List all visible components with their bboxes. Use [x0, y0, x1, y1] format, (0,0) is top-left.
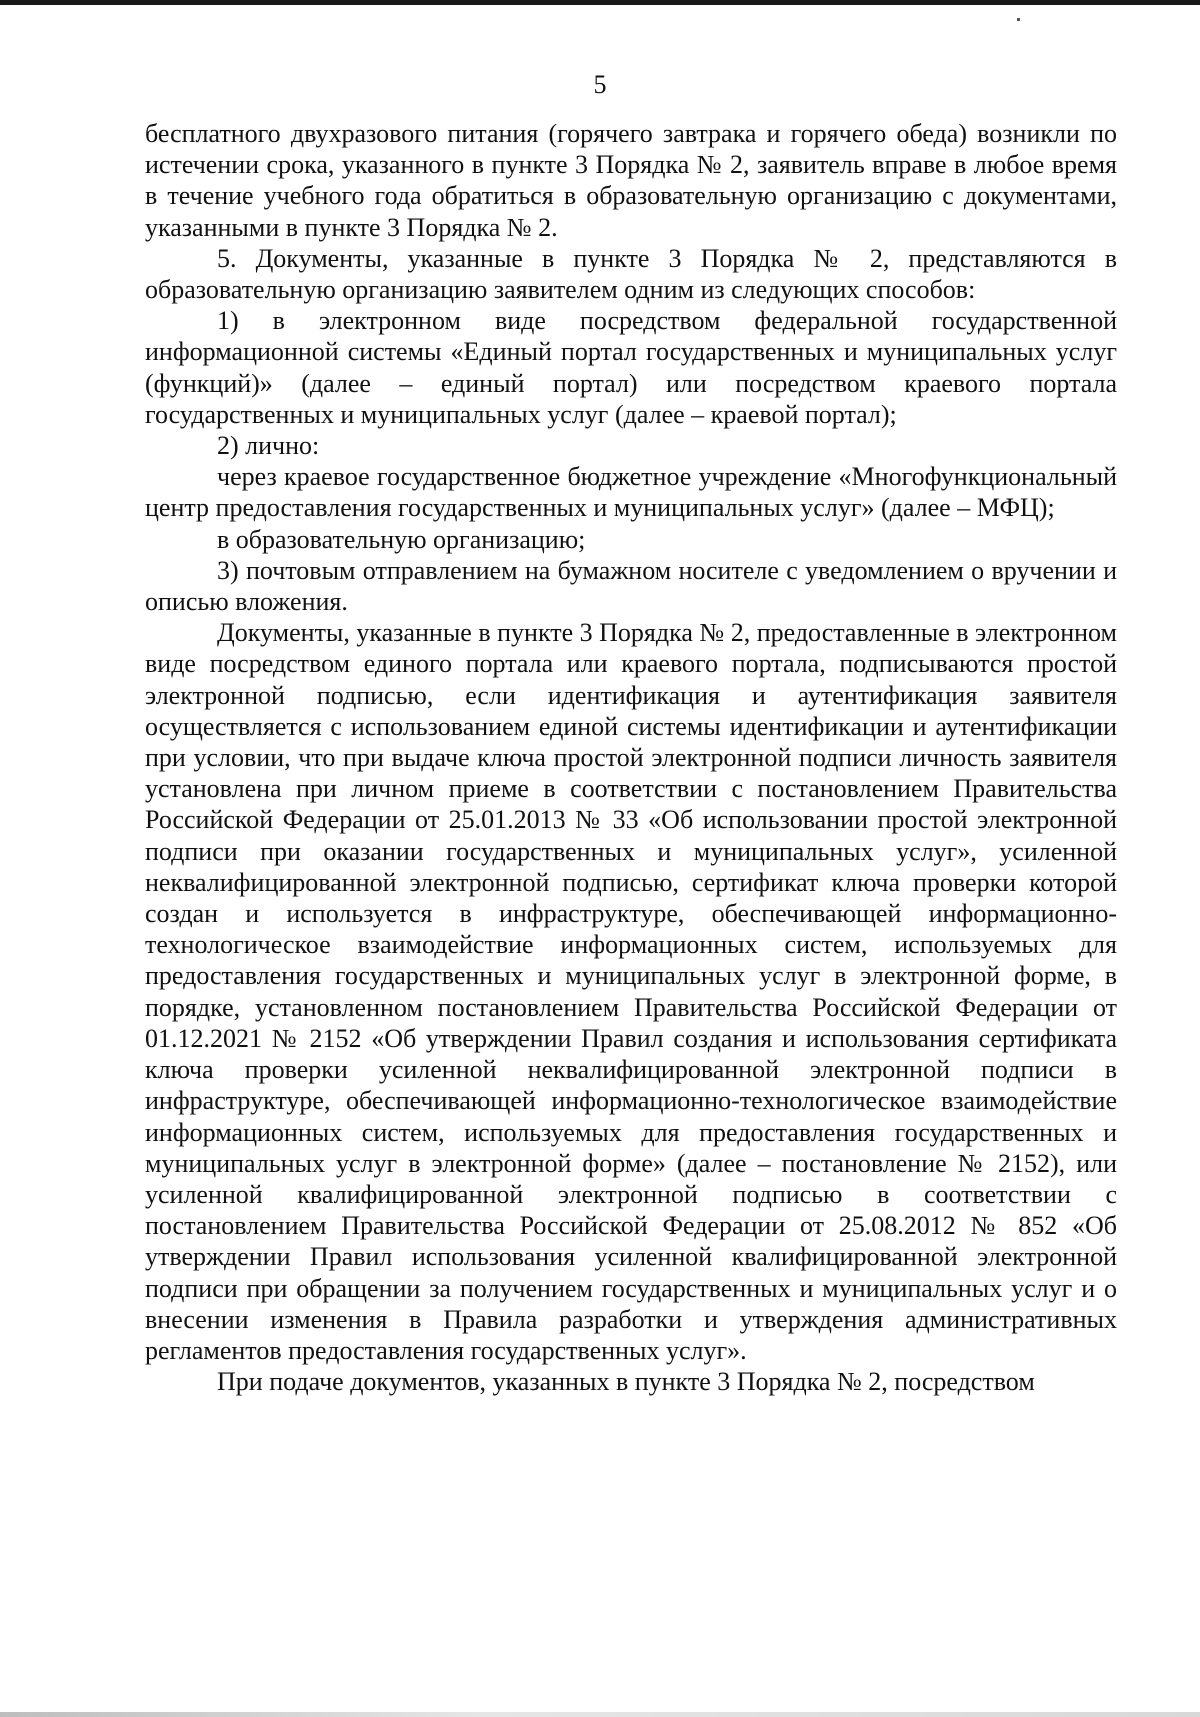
scan-speck: [1017, 18, 1020, 21]
paragraph-5: через краевое государственное бюджетное учреждение «Многофункциональный центр предоставления государственных и муниципальных услуг» (далее – МФЦ);: [145, 462, 1117, 523]
scan-bottom-edge: [0, 1712, 1200, 1717]
paragraph-7: 3) почтовым отправлением на бумажном носителе с уведомлением о вручении и описью вложения.: [145, 555, 1117, 617]
paragraph-9: При подаче документов, указанных в пункте 3 Порядка № 2, посредством: [217, 1367, 1035, 1397]
paragraph-4: 2) лично:: [217, 431, 320, 461]
paragraph-2: 5. Документы, указанные в пункте 3 Порядка № 2, представляются в образовательную организацию заявителем одним из следующих способов:: [145, 243, 1117, 305]
scan-top-edge: [0, 0, 1200, 5]
document-body: [145, 118, 1117, 1397]
paragraph-1: бесплатного двухразового питания (горячего завтрака и горячего обеда) возникли по истечении срока, указанного в пункте 3 Порядка № 2, заявитель вправе в любое время в течение учебного года обратиться в образовательную организацию с документами, указанными в пункте 3 Порядка № 2.: [145, 119, 1117, 242]
paragraph-3: 1) в электронном виде посредством федеральной государственной информационной системы «Единый портал государственных и муниципальных услуг (функций)» (далее – единый портал) или посредством краевого портала государственных и муниципальных услуг (далее – краевой портал);: [145, 306, 1117, 429]
page-number: 5: [593, 70, 607, 99]
paragraph-6: в образовательную организацию;: [217, 524, 586, 554]
paragraph-8: Документы, указанные в пункте 3 Порядка № 2, предоставленные в электронном виде посредством единого портала или краевого портала, подписываются простой электронной подписью, если идентификация и аутентификация заявителя осуществляется с использованием единой системы идентификации и аутентификации при условии, что при выдаче ключа простой электронной подписи личность заявителя установлена при личном приеме в соответствии с постановлением Правительства Российской Федерации от 25.01.2013 № 33 «Об использовании простой электронной подписи при оказании государственных и муниципальных услуг», усиленной неквалифицированной электронной подписью, сертификат ключа проверки которой создан и используется в инфраструктуре, обеспечивающей информационно-технологическое взаимодействие информационных систем, используемых для предоставления государственных и муниципальных услуг в электронной форме, в порядке, установленном постановлением Правительства Российской Федерации от 01.12.2021 № 2152 «Об утверждении Правил создания и использования сертификата ключа проверки усиленной неквалифицированной электронной подписи в инфраструктуре, обеспечивающей информационно-технологическое взаимодействие информационных систем, используемых для предоставления государственных и муниципальных услуг в электронной форме» (далее – постановление № 2152), или усиленной квалифицированной электронной подписью в соответствии с постановлением Правительства Российской Федерации от 25.08.2012 № 852 «Об утверждении Правил использования усиленной квалифицированной электронной подписи при обращении за получением государственных и муниципальных услуг и о внесении изменения в Правила разработки и утверждения административных регламентов предоставления государственных услуг».: [145, 618, 1117, 1365]
